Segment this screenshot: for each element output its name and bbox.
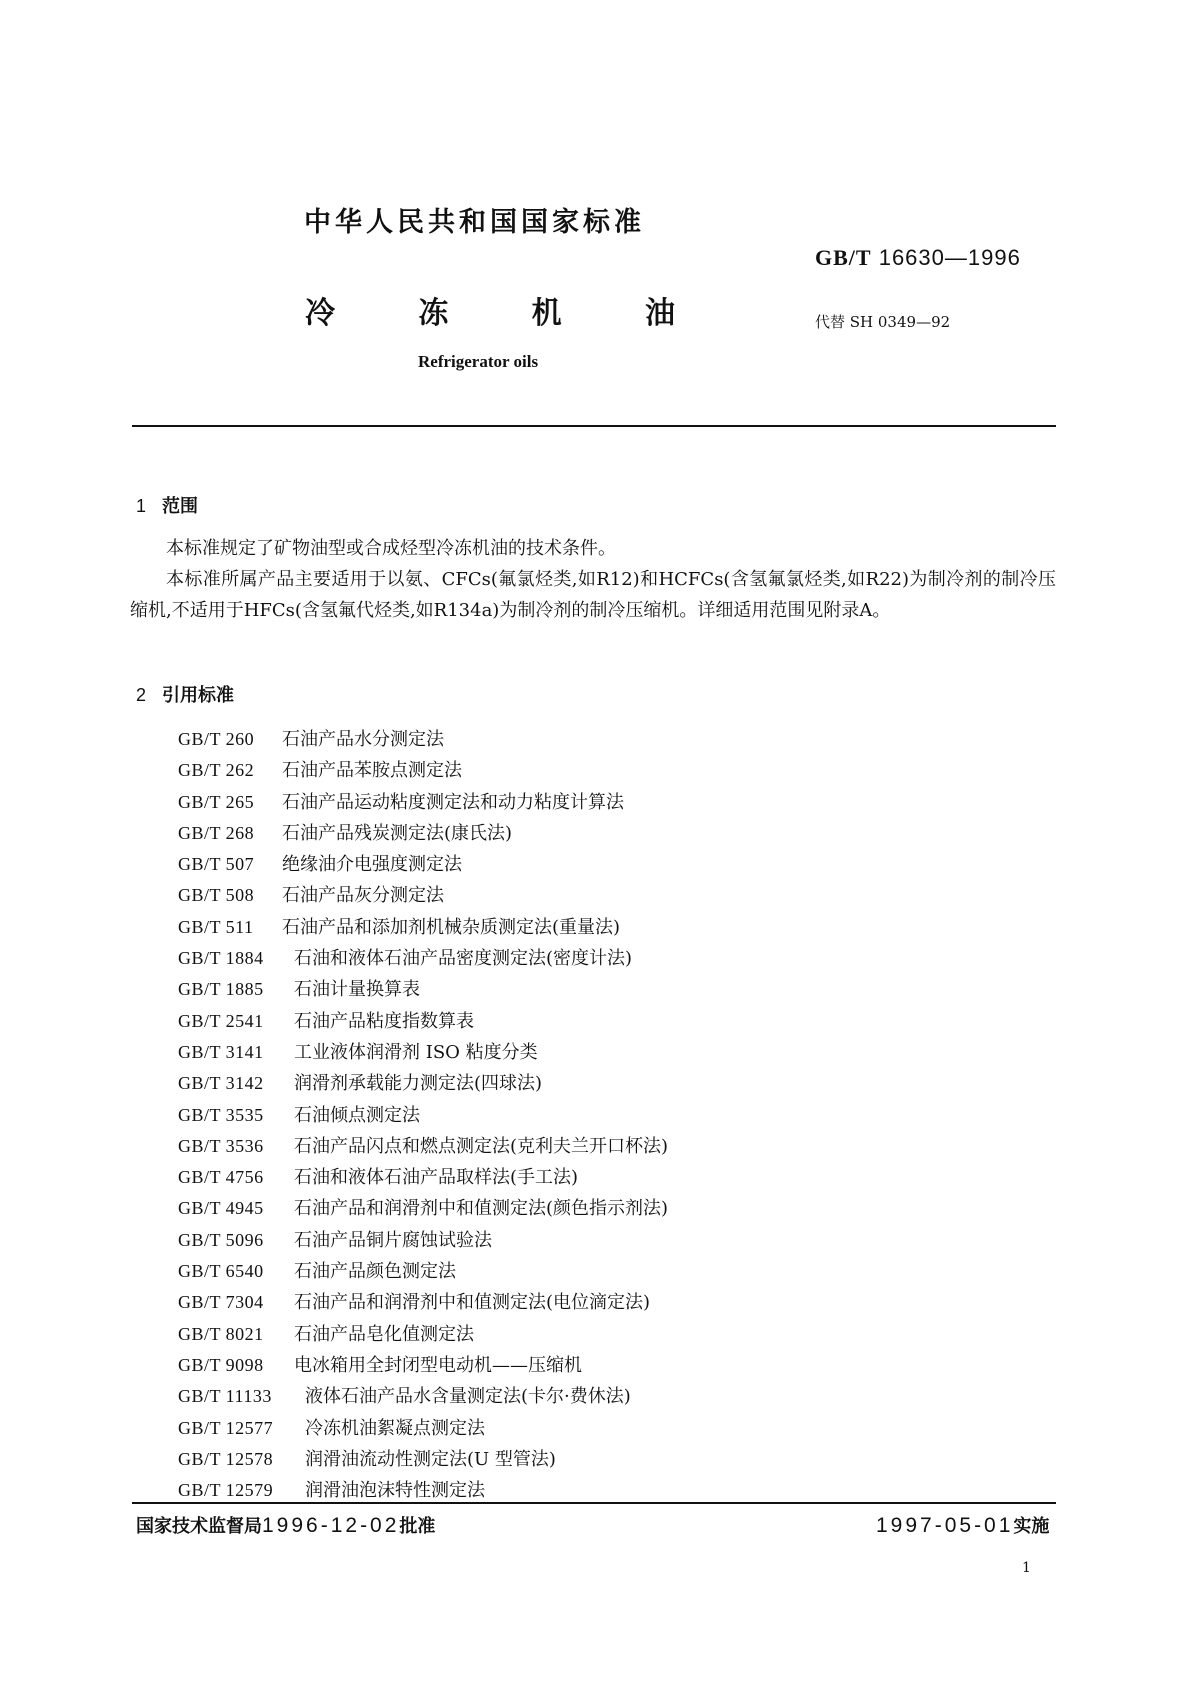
effective-label: 实施 xyxy=(1013,1516,1050,1537)
standard-code xyxy=(815,245,1021,271)
reference-title: 石油产品水分测定法 xyxy=(282,729,444,750)
reference-item xyxy=(178,912,668,943)
effective-date: 1997-05-01 xyxy=(876,1514,1014,1537)
reference-title: 电冰箱用全封闭型电动机——压缩机 xyxy=(294,1354,582,1376)
reference-item xyxy=(178,1193,668,1224)
reference-title: 石油产品灰分测定法 xyxy=(282,885,444,907)
reference-code: GB/T 1884 xyxy=(178,948,264,969)
title-char: 冻 xyxy=(418,296,449,331)
reference-title: 润滑油泡沫特性测定法 xyxy=(305,1480,485,1502)
reference-code: GB/T 5096 xyxy=(178,1229,264,1250)
title-char: 油 xyxy=(644,296,675,331)
reference-code: GB/T 4945 xyxy=(178,1198,264,1219)
reference-code: GB/T 12578 xyxy=(178,1448,274,1469)
reference-code: GB/T 268 xyxy=(178,822,255,843)
reference-item xyxy=(178,1068,668,1099)
reference-item xyxy=(178,1037,668,1068)
section-number: 1 xyxy=(136,496,147,516)
reference-item xyxy=(178,1319,668,1350)
reference-item xyxy=(178,1006,668,1037)
reference-code: GB/T 6540 xyxy=(178,1261,264,1282)
section-title: 引用标准 xyxy=(162,685,235,706)
reference-code: GB/T 8021 xyxy=(178,1323,264,1344)
reference-title: 石油产品和添加剂机械杂质测定法(重量法) xyxy=(282,916,621,938)
reference-code: GB/T 2541 xyxy=(178,1010,264,1031)
reference-code: GB/T 3141 xyxy=(178,1041,264,1062)
reference-title: 石油产品运动粘度测定法和动力粘度计算法 xyxy=(282,791,624,813)
footer-divider xyxy=(132,1502,1056,1504)
reference-title: 石油产品残炭测定法(康氏法) xyxy=(282,822,513,844)
reference-item xyxy=(178,1350,668,1381)
reference-code: GB/T 3536 xyxy=(178,1135,264,1156)
reference-code: GB/T 3535 xyxy=(178,1104,264,1125)
reference-code: GB/T 260 xyxy=(178,729,255,749)
reference-code: GB/T 4756 xyxy=(178,1167,264,1188)
reference-item xyxy=(178,1162,668,1193)
reference-item xyxy=(178,1100,668,1131)
reference-item xyxy=(178,755,668,786)
document-title xyxy=(305,288,675,332)
reference-code: GB/T 9098 xyxy=(178,1354,264,1375)
reference-list xyxy=(178,724,668,1506)
reference-item xyxy=(178,943,668,974)
reference-item xyxy=(178,849,668,880)
title-char: 机 xyxy=(531,296,562,331)
reference-code: GB/T 12577 xyxy=(178,1417,274,1438)
section-title: 范围 xyxy=(162,496,199,517)
reference-title: 润滑剂承载能力测定法(四球法) xyxy=(294,1073,543,1095)
reference-title: 石油产品皂化值测定法 xyxy=(294,1323,474,1345)
reference-title: 润滑油流动性测定法(U 型管法) xyxy=(305,1448,556,1470)
reference-title: 工业液体润滑剂 ISO 粘度分类 xyxy=(294,1041,538,1063)
approval-authority: 国家技术监督局 xyxy=(136,1516,262,1537)
reference-code: GB/T 7304 xyxy=(178,1292,264,1313)
reference-title: 液体石油产品水含量测定法(卡尔·费休法) xyxy=(305,1386,631,1408)
reference-item xyxy=(178,1287,668,1318)
reference-title: 石油和液体石油产品密度测定法(密度计法) xyxy=(294,948,633,970)
replaces-note: 代替 SH 0349—92 xyxy=(815,313,951,331)
reference-title: 石油倾点测定法 xyxy=(294,1104,420,1126)
reference-item xyxy=(178,1225,668,1256)
reference-item xyxy=(178,1256,668,1287)
approval-date: 1996-12-02 xyxy=(262,1514,400,1537)
reference-item xyxy=(178,1381,668,1412)
reference-item xyxy=(178,1131,668,1162)
reference-code: GB/T 262 xyxy=(178,760,255,781)
reference-item xyxy=(178,1444,668,1475)
reference-item xyxy=(178,724,668,755)
reference-code: GB/T 11133 xyxy=(178,1386,272,1407)
document-title-english: Refrigerator oils xyxy=(418,352,539,371)
scope-paragraph-1: 本标准规定了矿物油型或合成烃型冷冻机油的技术条件。 xyxy=(166,538,616,559)
effective-line xyxy=(876,1512,1049,1538)
page-number: 1 xyxy=(1022,1560,1031,1576)
reference-title: 石油产品和润滑剂中和值测定法(电位滴定法) xyxy=(294,1292,651,1314)
reference-title: 绝缘油介电强度测定法 xyxy=(282,854,462,876)
reference-title: 石油产品和润滑剂中和值测定法(颜色指示剂法) xyxy=(294,1198,669,1220)
reference-title: 石油产品粘度指数算表 xyxy=(294,1010,474,1032)
approval-line xyxy=(136,1512,435,1538)
title-char: 冷 xyxy=(305,296,335,331)
approval-label: 批准 xyxy=(399,1516,436,1537)
reference-title: 石油产品铜片腐蚀试验法 xyxy=(294,1229,492,1251)
reference-code: GB/T 507 xyxy=(178,854,255,875)
reference-code: GB/T 3142 xyxy=(178,1073,264,1094)
reference-code: GB/T 1885 xyxy=(178,979,264,1000)
reference-title: 石油和液体石油产品取样法(手工法) xyxy=(294,1167,579,1189)
reference-item xyxy=(178,880,668,911)
standard-code-number: 16630—1996 xyxy=(878,245,1021,270)
scope-paragraph-2: 本标准所属产品主要适用于以氨、CFCs(氟氯烃类,如R12)和HCFCs(含氢氟氯烃类,如R22)为制冷剂的制冷压缩机,不适用于HFCs(含氢氟代烃类,如R134a)为制冷剂的制冷压缩机。详细适用范围见附录A。 xyxy=(130,569,1056,621)
section-heading-references xyxy=(136,681,234,707)
issuing-authority: 中华人民共和国国家标准 xyxy=(304,207,645,238)
standard-code-prefix: GB/T xyxy=(815,245,872,270)
reference-code: GB/T 508 xyxy=(178,885,255,906)
reference-title: 石油产品颜色测定法 xyxy=(294,1261,456,1283)
reference-code: GB/T 12579 xyxy=(178,1480,274,1501)
reference-title: 冷冻机油絮凝点测定法 xyxy=(305,1417,485,1439)
reference-title: 石油产品苯胺点测定法 xyxy=(282,760,462,782)
section-number: 2 xyxy=(136,685,147,705)
section-heading-scope xyxy=(136,492,198,518)
reference-item xyxy=(178,974,668,1005)
reference-title: 石油计量换算表 xyxy=(294,979,420,1001)
reference-item xyxy=(178,787,668,818)
reference-code: GB/T 511 xyxy=(178,916,254,937)
reference-item xyxy=(178,1413,668,1444)
header-divider xyxy=(132,425,1056,427)
reference-item xyxy=(178,818,668,849)
reference-title: 石油产品闪点和燃点测定法(克利夫兰开口杯法) xyxy=(294,1135,669,1157)
reference-code: GB/T 265 xyxy=(178,791,255,812)
